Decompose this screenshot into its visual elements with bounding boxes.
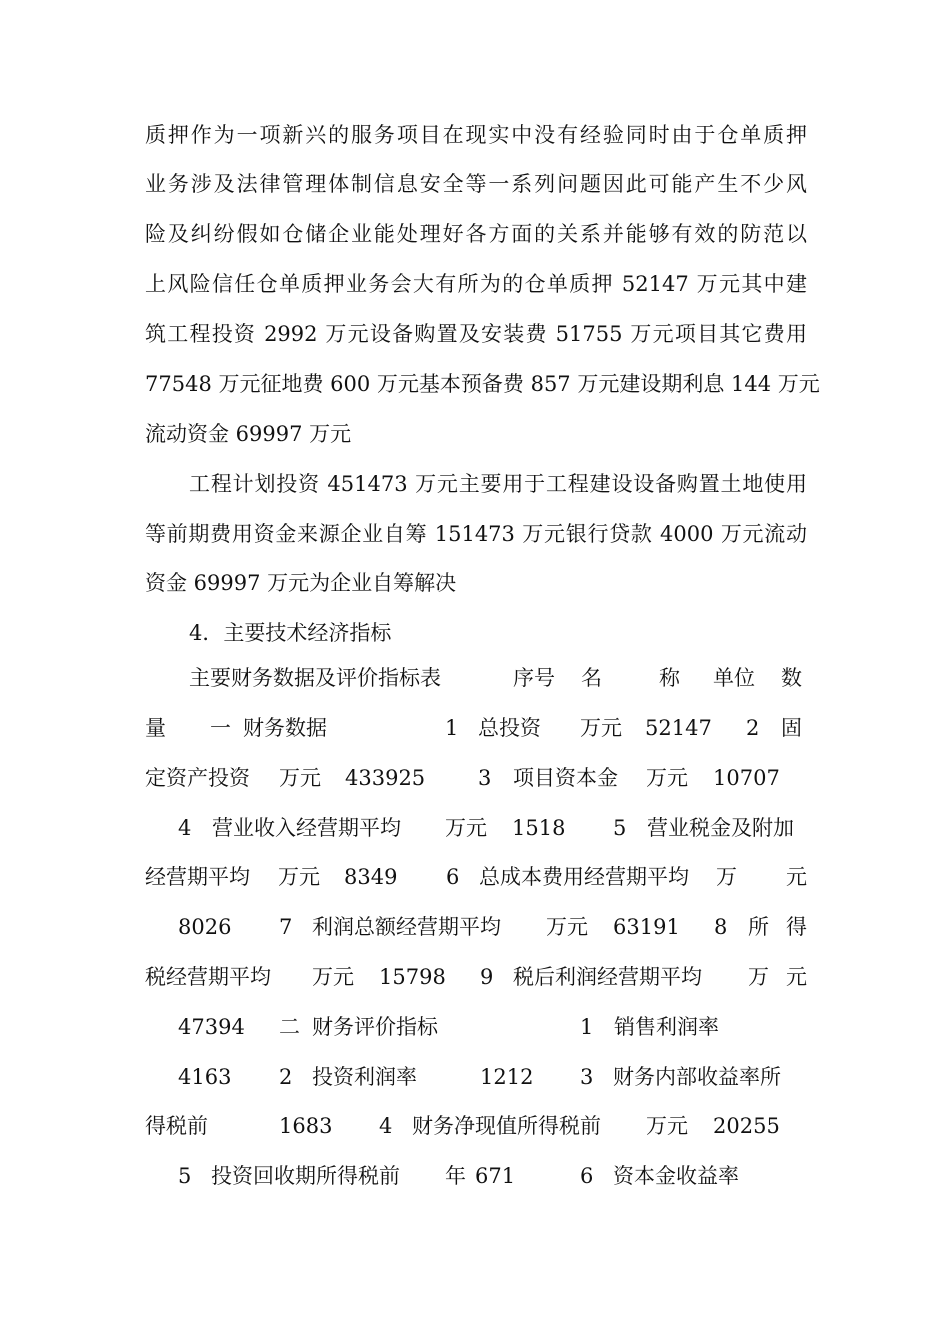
row-name-part: 财务内部收益率所 [613,1065,781,1089]
row-unit: 万元 [312,965,354,989]
section-title: 财务数据 [243,716,327,740]
row-index: 1 [445,716,459,740]
row-value: 10707 [713,766,780,790]
column-header-quantity-part-1: 数 [781,666,802,690]
table-line-7 [145,961,807,993]
row-value: 63191 [613,915,680,939]
row-index: 5 [613,816,627,840]
row-name: 项目资本金 [513,766,618,790]
row-index: 6 [446,865,460,889]
table-line-3 [145,762,807,794]
paragraph-1-line-3: 险及纠纷假如仓储企业能处理好各方面的关系并能够有效的防范以 [145,222,807,246]
table-line-11 [145,1160,807,1192]
row-name: 总成本费用经营期平均 [479,865,689,889]
row-index: 3 [478,766,492,790]
row-value: 1683 [279,1114,333,1138]
paragraph-1-line-2: 业务涉及法律管理体制信息安全等一系列问题因此可能产生不少风 [145,172,807,196]
table-line-5 [145,861,807,893]
row-index: 9 [480,965,494,989]
row-name: 总投资 [478,716,541,740]
row-index: 4 [178,816,192,840]
row-unit: 万元 [445,816,487,840]
row-name: 投资回收期所得税前 [211,1164,400,1188]
paragraph-1-line-1: 质押作为一项新兴的服务项目在现实中没有经验同时由于仓单质押 [145,123,807,147]
paragraph-1-line-7: 流动资金 69997 万元 [145,422,352,446]
row-name-part: 所 [748,915,769,939]
row-name-part: 税经营期平均 [145,965,271,989]
row-value: 8026 [178,915,232,939]
section-title: 财务评价指标 [312,1015,438,1039]
section-number: 一 [210,716,231,740]
row-index: 6 [580,1164,594,1188]
table-line-4 [145,812,807,844]
row-unit-part-1: 万 [716,865,737,889]
row-name-part: 得 [786,915,807,939]
row-index: 4 [379,1114,393,1138]
row-unit-part-2: 元 [786,865,807,889]
table-line-9 [145,1061,807,1093]
row-name: 投资利润率 [312,1065,417,1089]
row-value: 4163 [178,1065,232,1089]
paragraph-1-line-6: 77548 万元征地费 600 万元基本预备费 857 万元建设期利息 144 万元 [145,372,820,396]
paragraph-1-line-5: 筑工程投资 2992 万元设备购置及安装费 51755 万元项目其它费用 [145,322,807,346]
row-name-part: 经营期平均 [145,865,250,889]
row-unit-part-1: 万 [748,965,769,989]
row-unit: 万元 [546,915,588,939]
paragraph-1-line-4: 上风险信任仓单质押业务会大有所为的仓单质押 52147 万元其中建 [145,272,807,296]
row-name-part: 营业税金及附加 [647,816,794,840]
row-name: 利润总额经营期平均 [312,915,501,939]
row-unit: 万元 [580,716,622,740]
row-name-part: 定资产投资 [145,766,250,790]
paragraph-2-line-2: 等前期费用资金来源企业自筹 151473 万元银行贷款 4000 万元流动 [145,522,807,546]
paragraph-2-line-1: 工程计划投资 451473 万元主要用于工程建设设备购置土地使用 [189,472,807,496]
row-name: 资本金收益率 [613,1164,739,1188]
column-header-quantity-part-2: 量 [145,716,166,740]
row-name: 销售利润率 [614,1015,719,1039]
table-line-1 [145,662,807,694]
row-index: 2 [279,1065,293,1089]
column-header-unit: 单位 [713,666,755,690]
section-number: 二 [279,1015,300,1039]
row-unit: 万元 [646,1114,688,1138]
column-header-name-part-2: 称 [659,666,680,690]
row-unit: 万元 [279,766,321,790]
table-line-8 [145,1011,807,1043]
row-name-part: 得税前 [145,1114,208,1138]
section-heading: 4．主要技术经济指标 [189,621,392,645]
row-name: 财务净现值所得税前 [412,1114,601,1138]
row-unit: 万元 [646,766,688,790]
row-value: 433925 [345,766,426,790]
row-unit: 年 [445,1164,466,1188]
table-line-6 [145,911,807,943]
row-value: 1518 [512,816,566,840]
row-value: 8349 [344,865,398,889]
paragraph-2-line-3: 资金 69997 万元为企业自筹解决 [145,571,457,595]
table-line-2 [145,712,807,744]
table-line-10 [145,1110,807,1142]
table-title: 主要财务数据及评价指标表 [189,666,441,690]
row-name: 税后利润经营期平均 [513,965,702,989]
row-value: 20255 [713,1114,780,1138]
column-header-name-part-1: 名 [581,666,602,690]
row-index: 8 [714,915,728,939]
row-value: 671 [475,1164,516,1188]
row-unit: 万元 [278,865,320,889]
row-value: 52147 [645,716,712,740]
row-index: 7 [279,915,293,939]
row-index: 1 [580,1015,594,1039]
row-name-part: 固 [781,716,802,740]
row-value: 15798 [379,965,446,989]
row-name: 营业收入经营期平均 [212,816,401,840]
row-value: 47394 [178,1015,245,1039]
column-header-index: 序号 [513,666,555,690]
row-index: 3 [580,1065,594,1089]
row-index: 5 [178,1164,192,1188]
row-unit-part-2: 元 [786,965,807,989]
row-value: 1212 [480,1065,534,1089]
row-index: 2 [746,716,760,740]
